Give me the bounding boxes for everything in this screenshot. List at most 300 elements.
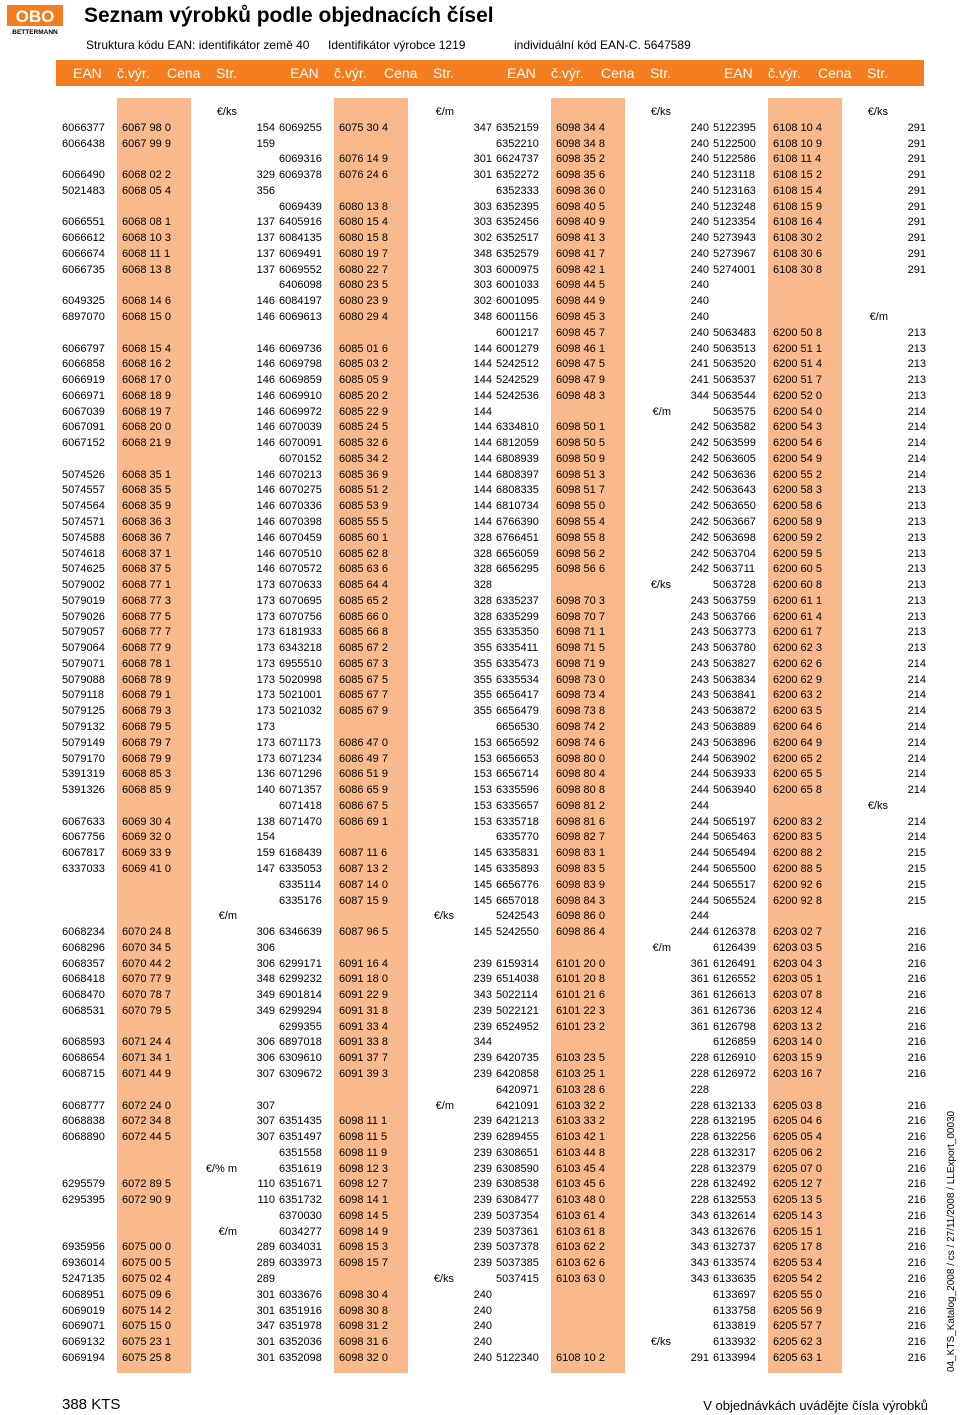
ean-code: 5242536 (496, 389, 539, 402)
ean-code: 5079125 (62, 705, 105, 718)
article-number: 6086 47 0 (339, 736, 388, 749)
article-number: 6098 34 4 (556, 121, 605, 134)
page-ref: 215 (907, 847, 926, 860)
page-ref: 216 (907, 973, 926, 986)
ean-code: 6936014 (62, 1257, 105, 1270)
ean-code: 5123163 (713, 184, 756, 197)
page-ref: 214 (907, 673, 926, 686)
ean-code: 5122395 (713, 121, 756, 134)
price-unit: €/m (218, 910, 237, 923)
ean-code: 5063940 (713, 784, 756, 797)
ean-code: 5022121 (496, 1004, 539, 1017)
page-ref: 239 (473, 957, 492, 970)
page-ref: 343 (473, 989, 492, 1002)
ean-code: 6067817 (62, 847, 105, 860)
page-ref: 239 (473, 1209, 492, 1222)
ean-code: 6351558 (279, 1146, 322, 1159)
ean-code: 5063483 (713, 326, 756, 339)
article-number: 6203 13 2 (773, 1020, 822, 1033)
page-ref: 216 (907, 1209, 926, 1222)
article-number: 6098 50 1 (556, 421, 605, 434)
article-number: 6068 14 6 (122, 295, 171, 308)
ean-code: 5063902 (713, 752, 756, 765)
page-ref: 173 (256, 736, 275, 749)
article-number: 6098 45 7 (556, 326, 605, 339)
table-row (0, 214, 960, 230)
page-ref: 213 (907, 389, 926, 402)
ean-code: 6067091 (62, 421, 105, 434)
ean-code: 6335350 (496, 626, 539, 639)
ean-code: 5063834 (713, 673, 756, 686)
article-number: 6068 05 4 (122, 184, 171, 197)
page-ref: 213 (907, 626, 926, 639)
article-number: 6098 36 0 (556, 184, 605, 197)
article-number: 6108 15 2 (773, 169, 822, 182)
column-header: č.výr. (551, 65, 584, 81)
ean-code: 5063537 (713, 374, 756, 387)
ean-code: 5274001 (713, 263, 756, 276)
page-ref: 144 (473, 421, 492, 434)
article-number: 6098 55 8 (556, 531, 605, 544)
article-number: 6068 19 7 (122, 405, 171, 418)
article-number: 6085 66 8 (339, 626, 388, 639)
ean-code: 5123354 (713, 216, 756, 229)
ean-code: 6132256 (713, 1131, 756, 1144)
article-number: 6200 65 8 (773, 784, 822, 797)
ean-code: 6069798 (279, 358, 322, 371)
page-ref: 240 (690, 279, 709, 292)
article-number: 6098 11 9 (339, 1146, 388, 1159)
ean-code: 6335718 (496, 815, 539, 828)
article-number: 6200 54 6 (773, 437, 822, 450)
article-number: 6098 71 9 (556, 657, 605, 670)
page-ref: 216 (907, 1131, 926, 1144)
article-number: 6068 35 1 (122, 468, 171, 481)
ean-code: 6656776 (496, 878, 539, 891)
page-ref: 228 (690, 1099, 709, 1112)
column-header: Cena (601, 65, 635, 81)
article-number: 6200 62 6 (773, 657, 822, 670)
ean-code: 6351732 (279, 1194, 322, 1207)
page-ref: 243 (690, 721, 709, 734)
price-unit: €/ks (650, 579, 671, 592)
page-ref: 173 (256, 721, 275, 734)
article-number: 6103 62 6 (556, 1257, 605, 1270)
table-row (0, 1019, 960, 1035)
ean-code: 6656417 (496, 689, 539, 702)
page-ref: 214 (907, 736, 926, 749)
column-header: Str. (650, 65, 672, 81)
table-row (0, 656, 960, 672)
ean-code: 6133758 (713, 1304, 756, 1317)
page-ref: 145 (473, 878, 492, 891)
table-row (0, 1113, 960, 1129)
page-ref: 173 (256, 626, 275, 639)
article-number: 6205 14 3 (773, 1209, 822, 1222)
article-number: 6068 17 0 (122, 374, 171, 387)
article-number: 6098 74 6 (556, 736, 605, 749)
article-number: 6200 51 7 (773, 374, 822, 387)
article-number: 6098 86 0 (556, 910, 605, 923)
page-ref: 214 (907, 452, 926, 465)
page-ref: 244 (690, 768, 709, 781)
ean-code: 5063599 (713, 437, 756, 450)
page-ref: 306 (256, 957, 275, 970)
article-number: 6098 41 7 (556, 247, 605, 260)
table-row (0, 183, 960, 199)
page-ref: 240 (473, 1304, 492, 1317)
article-number: 6091 33 8 (339, 1036, 388, 1049)
article-number: 6070 79 5 (122, 1004, 171, 1017)
article-number: 6200 50 8 (773, 326, 822, 339)
page-ref: 138 (256, 815, 275, 828)
ean-code: 6132379 (713, 1162, 756, 1175)
table-row (0, 577, 960, 593)
article-number: 6205 62 3 (773, 1336, 822, 1349)
table-row (0, 1050, 960, 1066)
ean-code: 6351916 (279, 1304, 322, 1317)
article-number: 6200 60 5 (773, 563, 822, 576)
page-ref: 110 (257, 1194, 275, 1207)
price-unit: €/m (435, 106, 454, 118)
ean-code: 5063759 (713, 594, 756, 607)
page-ref: 291 (907, 169, 926, 182)
article-number: 6098 83 5 (556, 862, 605, 875)
article-number: 6068 11 1 (122, 247, 171, 260)
table-row (0, 640, 960, 656)
article-number: 6098 71 5 (556, 642, 605, 655)
page-ref: 240 (690, 311, 709, 323)
ean-code: 6343218 (279, 642, 322, 655)
ean-code: 6069378 (279, 169, 322, 182)
page-ref: 214 (907, 657, 926, 670)
ean-code: 6352333 (496, 184, 539, 197)
ean-code: 5063636 (713, 468, 756, 481)
side-export-label: 04_KTS_Katalog_2008 / cs / 27/11/2008 / LLExport_00030 (946, 1110, 957, 1372)
ean-code: 6126552 (713, 973, 756, 986)
table-row (0, 1303, 960, 1319)
table-row (0, 987, 960, 1003)
article-number: 6069 41 0 (122, 862, 171, 875)
page-ref: 144 (473, 452, 492, 465)
ean-code: 5074618 (62, 547, 105, 560)
ean-code: 6299171 (279, 957, 322, 970)
ean-code: 6084135 (279, 232, 322, 245)
table-row (0, 1287, 960, 1303)
page-ref: 146 (256, 405, 275, 418)
page-ref: 307 (256, 1099, 275, 1112)
ean-code: 5065500 (713, 862, 756, 875)
ean-code: 5063841 (713, 689, 756, 702)
ean-code: 6810734 (496, 500, 539, 513)
page-ref: 303 (473, 263, 492, 276)
page-ref: 242 (690, 563, 709, 576)
page-ref: 239 (473, 973, 492, 986)
table-row (0, 419, 960, 435)
page-ref: 348 (473, 311, 492, 323)
ean-code: 5242543 (496, 910, 539, 923)
article-number: 6203 02 7 (773, 926, 822, 939)
ean-code: 5037354 (496, 1209, 539, 1222)
ean-code: 6069552 (279, 263, 322, 276)
page-ref: 241 (690, 374, 709, 387)
page-ref: 349 (256, 989, 275, 1002)
article-number: 6098 15 7 (339, 1257, 388, 1270)
page-ref: 145 (473, 862, 492, 875)
article-number: 6200 60 8 (773, 579, 822, 592)
page-ref: 241 (690, 358, 709, 371)
ean-code: 6069972 (279, 405, 322, 418)
article-number: 6200 64 9 (773, 736, 822, 749)
article-number: 6098 47 9 (556, 374, 605, 387)
page-ref: 243 (690, 689, 709, 702)
article-number: 6085 65 2 (339, 594, 388, 607)
article-number: 6098 80 4 (556, 768, 605, 781)
page-ref: 240 (690, 247, 709, 260)
ean-code: 5063711 (713, 563, 756, 576)
page-ref: 153 (473, 736, 492, 749)
page-ref: 239 (473, 1194, 492, 1207)
ean-code: 6066797 (62, 342, 105, 355)
ean-code: 6370030 (279, 1209, 322, 1222)
ean-code: 6133697 (713, 1288, 756, 1301)
ean-code: 5122586 (713, 153, 756, 166)
page-ref: 153 (473, 784, 492, 797)
price-unit: €/ks (433, 1272, 454, 1285)
ean-code: 5079118 (62, 689, 105, 702)
ean-code: 5074564 (62, 500, 105, 513)
ean-code: 6070572 (279, 563, 322, 576)
article-number: 6098 55 4 (556, 516, 605, 529)
article-number: 6200 64 6 (773, 721, 822, 734)
page-ref: 213 (907, 579, 926, 592)
ean-code: 5391326 (62, 784, 105, 797)
page-ref: 216 (907, 1304, 926, 1317)
page-ref: 355 (473, 626, 492, 639)
page-ref: 291 (907, 137, 926, 150)
page-ref: 303 (473, 200, 492, 213)
ean-code: 6034031 (279, 1241, 322, 1254)
article-number: 6108 30 2 (773, 232, 822, 245)
page-ref: 153 (473, 799, 492, 812)
page-ref: 216 (907, 1194, 926, 1207)
table-row (0, 672, 960, 688)
ean-code: 6070336 (279, 500, 322, 513)
article-number: 6205 12 7 (773, 1178, 822, 1191)
article-number: 6205 54 2 (773, 1272, 822, 1285)
page-ref: 239 (473, 1257, 492, 1270)
article-number: 6085 22 9 (339, 405, 388, 418)
ean-code: 6070510 (279, 547, 322, 560)
page-ref: 361 (690, 989, 709, 1002)
ean-code: 6068357 (62, 957, 105, 970)
page-ref: 328 (473, 594, 492, 607)
article-number: 6203 03 5 (773, 941, 822, 954)
ean-code: 6299232 (279, 973, 322, 986)
page-ref: 216 (907, 989, 926, 1002)
article-number: 6080 23 9 (339, 295, 388, 308)
page-ref: 159 (256, 137, 275, 150)
table-row (0, 546, 960, 562)
article-number: 6103 28 6 (556, 1083, 605, 1096)
ean-code: 6001095 (496, 295, 539, 308)
page-ref: 243 (690, 626, 709, 639)
page-ref: 214 (907, 784, 926, 797)
ean-code: 6069132 (62, 1336, 105, 1349)
article-number: 6085 32 6 (339, 437, 388, 450)
table-row (0, 136, 960, 152)
article-number: 6200 58 3 (773, 484, 822, 497)
article-number: 6068 78 1 (122, 657, 171, 670)
page-ref: 228 (690, 1178, 709, 1191)
table-row (0, 1161, 960, 1177)
page-ref: 145 (473, 926, 492, 939)
article-number: 6072 34 8 (122, 1115, 171, 1128)
table-row (0, 877, 960, 893)
table-row (0, 104, 960, 120)
article-number: 6098 80 8 (556, 784, 605, 797)
article-number: 6068 13 8 (122, 263, 171, 276)
article-number: 6080 13 8 (339, 200, 388, 213)
article-number: 6068 15 4 (122, 342, 171, 355)
article-number: 6103 23 5 (556, 1052, 605, 1065)
ean-code: 5065524 (713, 894, 756, 907)
page-ref: 302 (473, 232, 492, 245)
article-number: 6068 20 0 (122, 421, 171, 434)
page-ref: 243 (690, 642, 709, 655)
article-number: 6068 77 3 (122, 594, 171, 607)
article-number: 6205 57 7 (773, 1320, 822, 1333)
article-number: 6091 39 3 (339, 1067, 388, 1080)
article-number: 6075 15 0 (122, 1320, 171, 1333)
page-ref: 242 (690, 547, 709, 560)
article-number: 6085 24 5 (339, 421, 388, 434)
ean-code: 5063704 (713, 547, 756, 560)
page-ref: 306 (256, 941, 275, 954)
table-row (0, 1255, 960, 1271)
table-row (0, 782, 960, 798)
table-row (0, 593, 960, 609)
ean-code: 6289455 (496, 1131, 539, 1144)
ean-code: 5079064 (62, 642, 105, 655)
article-number: 6200 65 5 (773, 768, 822, 781)
article-number: 6101 22 3 (556, 1004, 605, 1017)
ean-code: 6897018 (279, 1036, 322, 1049)
page-ref: 146 (256, 484, 275, 497)
page-ref: 303 (473, 279, 492, 292)
article-number: 6098 44 5 (556, 279, 605, 292)
table-row (0, 956, 960, 972)
page-ref: 306 (256, 1036, 275, 1049)
price-unit: €/m (652, 941, 671, 954)
page-ref: 361 (690, 973, 709, 986)
ean-code: 6068531 (62, 1004, 105, 1017)
article-number: 6071 34 1 (122, 1052, 171, 1065)
table-row (0, 719, 960, 735)
page-ref: 214 (907, 689, 926, 702)
ean-code: 6126859 (713, 1036, 756, 1049)
page-ref: 159 (256, 847, 275, 860)
obo-bettermann-logo (7, 5, 63, 35)
page-ref: 213 (907, 563, 926, 576)
article-number: 6098 35 2 (556, 153, 605, 166)
article-number: 6085 34 2 (339, 452, 388, 465)
article-number: 6200 88 2 (773, 847, 822, 860)
ean-code: 6421213 (496, 1115, 539, 1128)
article-number: 6101 23 2 (556, 1020, 605, 1033)
article-number: 6070 34 5 (122, 941, 171, 954)
page-ref: 146 (256, 311, 275, 323)
article-number: 6200 59 2 (773, 531, 822, 544)
ean-code: 5037415 (496, 1272, 539, 1285)
article-number: 6072 24 0 (122, 1099, 171, 1112)
ean-code: 6335299 (496, 610, 539, 623)
table-row (0, 1334, 960, 1350)
column-header: EAN (73, 65, 102, 81)
ean-code: 6132553 (713, 1194, 756, 1207)
ean-code: 6308590 (496, 1162, 539, 1175)
article-number: 6200 54 9 (773, 452, 822, 465)
table-row (0, 1066, 960, 1082)
page-ref: 216 (907, 926, 926, 939)
ean-code: 5063728 (713, 579, 756, 592)
page-ref: 146 (256, 468, 275, 481)
ean-code: 6299294 (279, 1004, 322, 1017)
page-ref: 242 (690, 531, 709, 544)
ean-code: 6069071 (62, 1320, 105, 1333)
article-number: 6098 40 9 (556, 216, 605, 229)
ean-code: 6068654 (62, 1052, 105, 1065)
ean-code: 6132317 (713, 1146, 756, 1159)
ean-code: 6071234 (279, 752, 322, 765)
ean-code: 5063520 (713, 358, 756, 371)
table-row (0, 766, 960, 782)
table-row (0, 893, 960, 909)
page-ref: 242 (690, 452, 709, 465)
ean-code: 6071418 (279, 799, 322, 812)
page-ref: 239 (473, 1020, 492, 1033)
table-row (0, 372, 960, 388)
article-number: 6098 40 5 (556, 200, 605, 213)
article-number: 6205 56 9 (773, 1304, 822, 1317)
article-number: 6203 14 0 (773, 1036, 822, 1049)
article-number: 6085 51 2 (339, 484, 388, 497)
article-number: 6068 79 1 (122, 689, 171, 702)
table-row (0, 561, 960, 577)
page-ref: 216 (907, 1052, 926, 1065)
article-number: 6068 77 9 (122, 642, 171, 655)
table-row (0, 277, 960, 293)
page-ref: 146 (256, 358, 275, 371)
page-ref: 144 (473, 374, 492, 387)
page-ref: 348 (473, 247, 492, 260)
article-number: 6076 24 6 (339, 169, 388, 182)
page-ref: 216 (907, 1020, 926, 1033)
article-number: 6203 12 4 (773, 1004, 822, 1017)
article-number: 6085 66 0 (339, 610, 388, 623)
page-ref: 146 (256, 342, 275, 355)
article-number: 6205 13 5 (773, 1194, 822, 1207)
table-row (0, 940, 960, 956)
page-ref: 243 (690, 610, 709, 623)
table-row (0, 908, 960, 924)
ean-code: 5063780 (713, 642, 756, 655)
table-row (0, 609, 960, 625)
table-row (0, 482, 960, 498)
ean-code: 6335237 (496, 594, 539, 607)
article-number: 6098 73 4 (556, 689, 605, 702)
article-number: 6075 02 4 (122, 1272, 171, 1285)
